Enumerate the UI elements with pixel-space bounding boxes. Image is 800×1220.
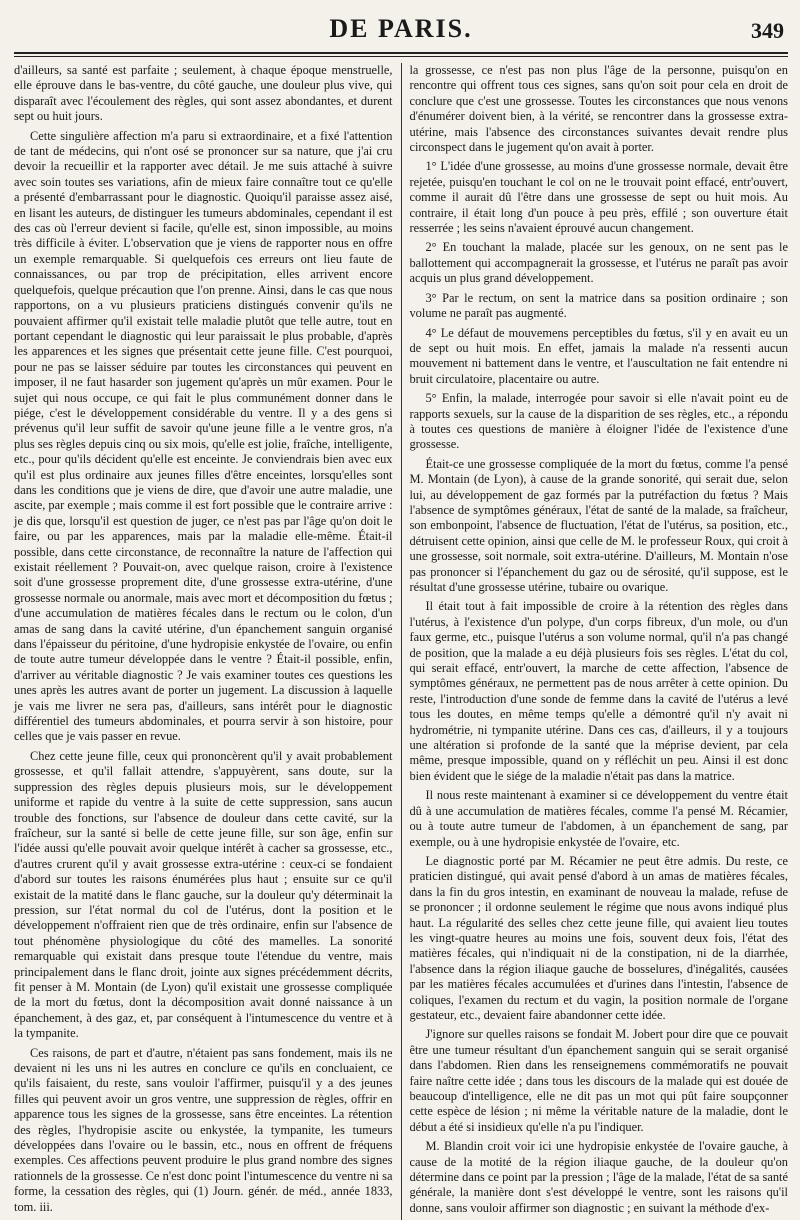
left-column <box>14 63 393 1220</box>
paragraph: Le diagnostic porté par M. Récamier ne peut être admis. Du reste, ce praticien distingué, qui avait pensé d'abord à un amas de matières fécales, dans la fin du gros intestin, en examinant de nouveau la malade, refuse de se prononcer ; il ordonne seulement le régime que nous avons indiqué plus haut. La régularité des selles chez cette jeune fille, qui avaient lieu toutes les vingt-quatre heures au moins une fois, souvent deux fois, l'état des matières fécales, qui n'indiquait ni de la constipation, ni de la diarrhée, l'absence dans la région iliaque gauche de bosselures, d'inégalités, causées par les matières fécales accumulées et d'urines dans l'intestin, l'absence de coliques, l'examen du rectum et du vagin, la position normale de l'organe gestateur, etc., devaient faire abandonner cette idée. <box>409 853 788 1022</box>
paragraph: Cette singulière affection m'a paru si extraordinaire, et a fixé l'attention de tant de médecins, qui n'ont osé se prononcer sur sa nature, que j'ai cru devoir la recueillir et la rapporter avec détail. Je me suis attaché à suivre avec soin toutes ses variations, afin de mieux faire connaître tout ce qu'elle a présenté d'embarrassant pour le diagnostic. Quoiqu'il paraisse assez aisé, en lisant les auteurs, de distinguer les tumeurs abdominales, cependant il est des cas où l'erreur devient si facile, qu'elle est, sinon impossible, au moins très difficile à éviter. L'observation que je viens de rapporter nous en offre un exemple remarquable. Si quelquefois ces erreurs ont lieu faute de connaissances, ou par trop de précipitation, elles arrivent encore quelquefois, quelque précaution que l'on prenne. Ainsi, dans le cas que nous rapportons, on a vu plusieurs praticiens distingués convenir qu'ils ne pouvaient affirmer qu'il existait telle maladie plutôt que telle autre, tout en portant cependant le diagnostic qui leur paraissait le plus probable, d'après les apparences et les signes que présentait cette jeune fille. C'est pourquoi, pour ne pas se laisser séduire par toutes les circonstances qui peuvent en imposer, il ne faut hasarder son jugement qu'après un mûr examen. Pour le sujet qui nous occupe, ce qui fait le plus communément donner dans le piége, c'est le développement considérable du ventre. Il y a des gens si prévenus qu'il leur suffit de savoir qu'une jeune fille a le ventre gros, n'a plus ses règles depuis cinq ou six mois, qu'elle est jolie, fraîche, intelligente, etc., pour qu'ils décident qu'elle est enceinte. Je conviendrais bien avec eux qu'il est plus ordinaire aux jeunes filles d'être enceintes, lorsqu'elles sont dans les conditions que je viens de dire, que d'avoir une autre maladie, une ascite, par exemple ; mais comme il est fort possible que le contraire arrive : je dis que, lorsqu'il est question de juger, ce n'est pas par l'âge qu'on doit le faire, ou par les apparences, mais par la maladie elle-même. Était-il possible, dans cette circonstance, de reconnaître la nature de l'affection qui existait réellement ? Pouvait-on, avec quelque raison, croire à l'existence soit d'une grossesse proprement dite, d'une grossesse extra-utérine, d'une grossesse normale ou anormale, mais avec mort et décomposition du fœtus ; d'une accumulation de matières fécales dans le rectum ou le colon, d'un amas de sang dans la cavité utérine, d'un épanchement sanguin organisé dans l'épaisseur du péritoine, d'une hydropisie enkystée de l'ovaire, ou enfin de toute autre tumeur développée dans le ventre ? Était-il possible, enfin, d'arriver au véritable diagnostic ? Je vais examiner toutes ces questions les unes après les autres avant de porter un jugement. La discussion à laquelle je vais me livrer ne sera pas, d'ailleurs, sans intérêt pour le diagnostic différentiel des tumeurs abdominales, et pourra servir à son histoire, pour celles que je vais passer en revue. <box>14 128 393 744</box>
page-header <box>14 8 788 54</box>
paragraph: la grossesse, ce n'est pas non plus l'âge de la personne, puisqu'on en rencontre qui offrent tous ces signes, sans qu'on soit pour cela en droit de conclure que c'est une grossesse. Toutes les circonstances que nous venons d'énumérer doivent bien, à la vérité, se rencontrer dans la grossesse extra-utérine, mais l'absence des circonstances suivantes devait rendre plus circonspect dans le jugement qu'on avait à porter. <box>409 63 788 155</box>
page-title: DE PARIS. <box>329 14 473 43</box>
paragraph: 4° Le défaut de mouvemens perceptibles du fœtus, s'il y en avait eu un de sept ou huit mois. En effet, jamais la malade n'a ressenti aucun mouvement ni battement dans le ventre, et l'auscultation ne fait entendre ni bruit circulatoire, placentaire ou autre. <box>409 325 788 386</box>
column-divider <box>401 63 402 1220</box>
paragraph: 3° Par le rectum, on sent la matrice dans sa position ordinaire ; son volume ne paraît pas augmenté. <box>409 290 788 321</box>
paragraph: 1° L'idée d'une grossesse, au moins d'une grossesse normale, devait être rejetée, puisqu'en touchant le col on ne le trouvait point effacé, entr'ouvert, comme il aurait dû l'être dans une grossesse de sept ou huit mois. Au contraire, il était long d'un pouce à peu près, effilé ; son ouverture était resserrée ; les seins n'avaient éprouvé aucun changement. <box>409 159 788 236</box>
paragraph: Était-ce une grossesse compliquée de la mort du fœtus, comme l'a pensé M. Montain (de Lyon), à cause de la grande sonorité, qui serait due, selon lui, au développement de gaz formés par la putréfaction du fœtus ? Mais l'absence de symptômes généraux, l'état de santé de la malade, sa fraîcheur, son embonpoint, l'absence de fluctuation, l'état de l'utérus, sa position, etc., détruisent cette opinion, ainsi que celle de M. le professeur Roux, qui croit à une grossesse, soit normale, soit extra-utérine. D'ailleurs, M. Montain n'ose pas prononcer si l'épanchement du gaz ou de sérosité, qu'il suppose, est le résultat d'une grossesse utérine, tubaire ou ovarique. <box>409 456 788 594</box>
paragraph: J'ignore sur quelles raisons se fondait M. Jobert pour dire que ce pouvait être une tumeur résultant d'un épanchement sanguin qui se serait organisé dans l'abdomen. Rien dans les renseignemens commémoratifs ne pouvait faire naître cette idée ; dans tous les discours de la malade qui est douée de beaucoup d'intelligence, elle ne dit pas un mot qui pût faire soupçonner cette espèce de lésion ; ni même la véritable nature de la maladie, dont le début a été si insidieux qu'elle n'a pu l'indiquer. <box>409 1027 788 1134</box>
paragraph: Chez cette jeune fille, ceux qui prononcèrent qu'il y avait probablement grossesse, et qu'il fallait attendre, s'appuyèrent, sans doute, sur la suppression des règles depuis plusieurs mois, sur le développement uniforme et rapide du ventre à la suite de cette suppression, sans aucun trouble des fonctions, sur l'absence de douleur dans cette cavité, sur la fraîcheur, sur la santé si belle de cette jeune fille, sur son âge, enfin sur l'idée aussi qu'elle pouvait avoir quelque intérêt à cacher sa grossesse, etc., d'autres crurent qu'il y avait grossesse extra-utérine : ceux-ci se fondaient d'abord sur toutes les raisons énumérées plus haut ; ensuite sur ce qu'il existait de la matité dans le flanc gauche, sur la douleur qu'y déterminait la pression, sur l'état normal du col de l'utérus, dont la position et le développement n'offraient rien que de très ordinaire, enfin sur l'absence de tout phénomène physiologique du côté des mamelles. La sonorité remarquable qui existait dans presque toute l'étendue du ventre, mais principalement dans le flanc droit, jointe aux signes précédemment décrits, fit penser à M. Montain (de Lyon) qu'il existait une grossesse compliquée de la mort du fœtus, dont la décomposition avait donné naissance à un épanchement, à des gaz, et, par conséquent à l'intumescence du ventre et à la tympanite. <box>14 748 393 1041</box>
paragraph: M. Blandin croit voir ici une hydropisie enkystée de l'ovaire gauche, à cause de la motité de la région iliaque gauche, de la douleur qu'on détermine dans ce point par la pression ; l'âge de la malade, l'état de sa santé générale, la manière dont s'est développé le ventre, sont les raisons qu'il donne, sans vouloir affirmer son diagnostic ; en suivant la méthode d'ex- <box>409 1139 788 1215</box>
paragraph: Il nous reste maintenant à examiner si ce développement du ventre était dû à une accumulation de matières fécales, comme l'a pensé M. Récamier, ou à toute autre tumeur de l'abdomen, à un épanchement de sang, par exemple, ou à une hydropisie enkystée de l'ovaire, etc. <box>409 788 788 849</box>
right-column <box>409 63 788 1220</box>
paragraph: d'ailleurs, sa santé est parfaite ; seulement, à chaque époque menstruelle, elle éprouve dans le bas-ventre, du côté gauche, une douleur plus vive, qui disparaît avec l'écoulement des règles, qui sont assez abondantes, et durent sept ou huit jours. <box>14 63 393 124</box>
paragraph: Il était tout à fait impossible de croire à la rétention des règles dans l'utérus, à l'existence d'un polype, d'un corps fibreux, d'un mole, ou d'un faux germe, etc., puisque l'utérus a son volume normal, qu'il n'a pas changé de position, que la malade a eu déjà plusieurs fois ses règles. L'état du col, qui serait effacé, entr'ouvert, la marche de cette affection, l'absence de symptômes généraux, ne permettent pas de nous arrêter à cette opinion. Du reste, l'introduction d'une sonde de femme dans la cavité de l'utérus a levé tous les doutes, en même temps qu'elle a démontré qu'il n'y avait ni hydrométrie, ni tympanite utérine. Dans ces cas, d'ailleurs, il y a toujours une altération si profonde de la santé que la méprise devient, par cela même, presque impossible, quand on y réfléchit un peu. Ainsi il est donc bien évident que le siége de la maladie n'était pas dans la matrice. <box>409 599 788 783</box>
page-number: 349 <box>751 18 784 43</box>
paragraph: 5° Enfin, la malade, interrogée pour savoir si elle n'avait point eu de rapports sexuels, sur la cause de la disparition de ses règles, etc., a répondu à toutes ces questions de manière à éloigner l'idée de l'existence d'une grossesse. <box>409 391 788 452</box>
header-rule <box>14 56 788 57</box>
text-columns <box>14 63 788 1220</box>
paragraph: 2° En touchant la malade, placée sur les genoux, on ne sent pas le ballottement qui accompagnerait la grossesse, et l'utérus ne paraît pas avoir acquis un plus grand développement. <box>409 240 788 286</box>
paragraph: Ces raisons, de part et d'autre, n'étaient pas sans fondement, mais ils ne devaient ni les uns ni les autres en conclure ce qu'ils en concluaient, ce qu'ils faisaient, du reste, sans vouloir l'affirmer, puisqu'il y a des jeunes filles qui peuvent avoir un gros ventre, une suppression de règles, offrir en apparence tous les signes de la grossesse, sans être enceintes. La rétention des règles, l'hydropisie ascite ou enkystée, la tympanite, les tumeurs développées dans l'ovaire ou le bassin, etc., nous en offrent de fréquens exemples. Ces affections peuvent produire le plus grand nombre des signes rationnels de la grossesse. Ce n'est donc point l'intumescence du ventre ni sa forme, la cessation des règles, qui (1) Journ. génér. de méd., année 1833, tom. iii. <box>14 1045 393 1214</box>
